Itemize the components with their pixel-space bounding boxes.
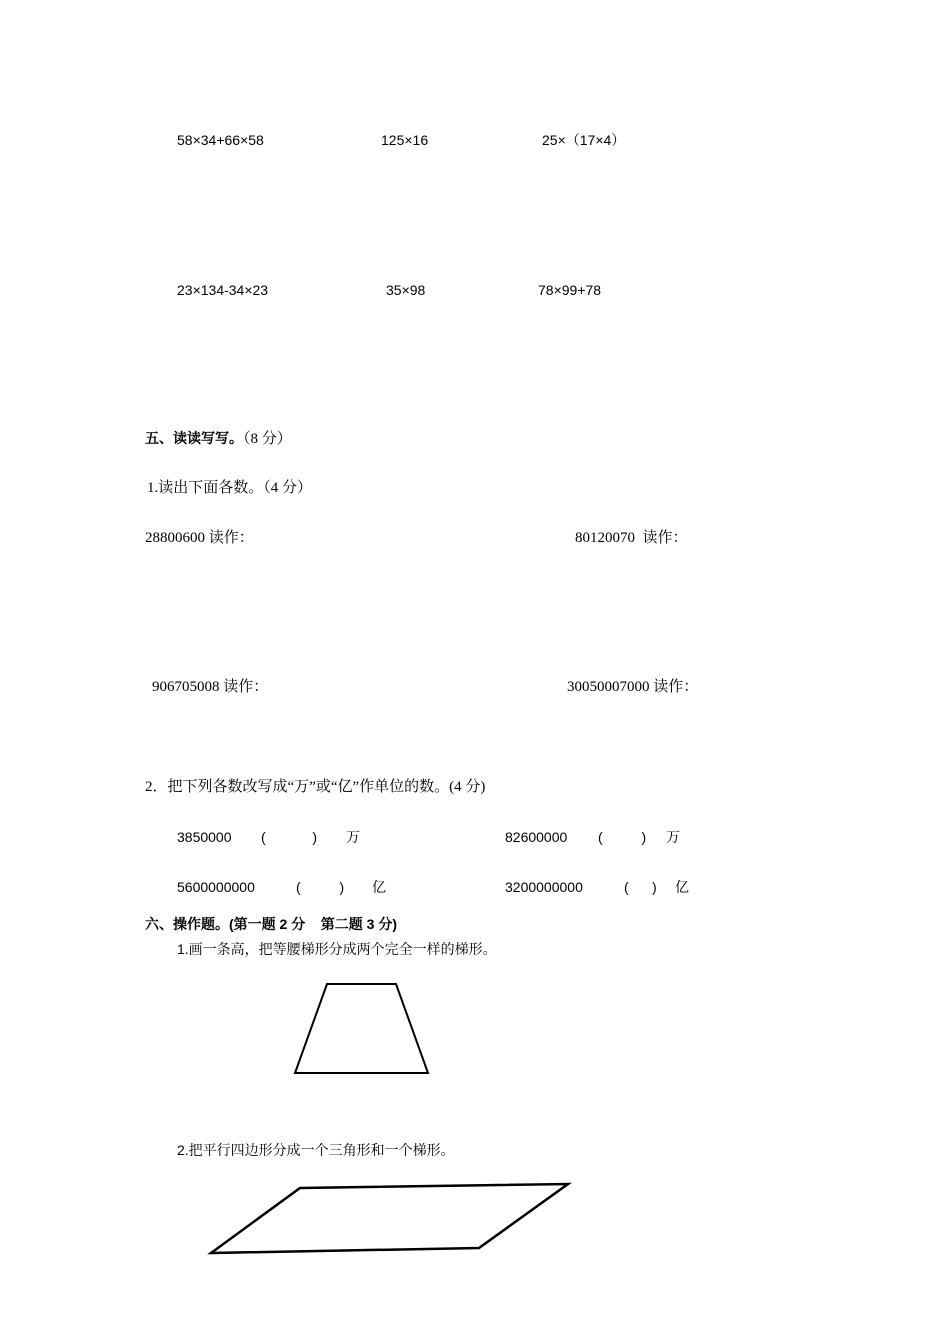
question-6-1: 1.画一条高，把等腰梯形分成两个完全一样的梯形。 (177, 941, 497, 957)
read-item: 906705008 读作： (152, 679, 269, 695)
section-5-title: 五、读读写写。 (145, 430, 243, 446)
question-6-2: 2.把平行四边形分成一个三角形和一个梯形。 (177, 1142, 455, 1158)
question-5-2: 2．把下列各数改写成“万”或“亿”作单位的数。(4 分) (145, 779, 486, 795)
calc-expression: 25×（17×4） (542, 132, 626, 148)
parallelogram (211, 1184, 568, 1253)
answer-blank: ( ) (261, 829, 317, 845)
isosceles-trapezoid (295, 984, 428, 1073)
section-6-title: 六、操作题。(第一题 2 分 第二题 3 分) (145, 916, 398, 932)
question-5-1: 1.读出下面各数。（4 分） (147, 480, 313, 496)
read-item: 28800600 读作： (145, 530, 254, 546)
answer-blank: ( ) (624, 879, 657, 895)
answer-blank: ( ) (598, 829, 647, 845)
calc-expression: 35×98 (386, 282, 426, 298)
unit-label: 万 (346, 829, 360, 845)
calc-expression: 125×16 (381, 132, 429, 148)
rewrite-number: 3200000000 (505, 879, 583, 895)
rewrite-number: 82600000 (505, 829, 568, 845)
unit-label: 亿 (675, 879, 689, 895)
calc-expression: 58×34+66×58 (177, 132, 264, 148)
calc-expression: 23×134-34×23 (177, 282, 269, 298)
answer-blank: ( ) (296, 879, 345, 895)
rewrite-number: 3850000 (177, 829, 232, 845)
read-item: 30050007000 读作： (567, 679, 699, 695)
calc-expression: 78×99+78 (538, 282, 602, 298)
section-5-points: （8 分） (243, 431, 292, 447)
unit-label: 万 (666, 829, 680, 845)
read-item: 80120070 读作： (575, 530, 688, 546)
rewrite-number: 5600000000 (177, 879, 255, 895)
unit-label: 亿 (372, 879, 386, 895)
